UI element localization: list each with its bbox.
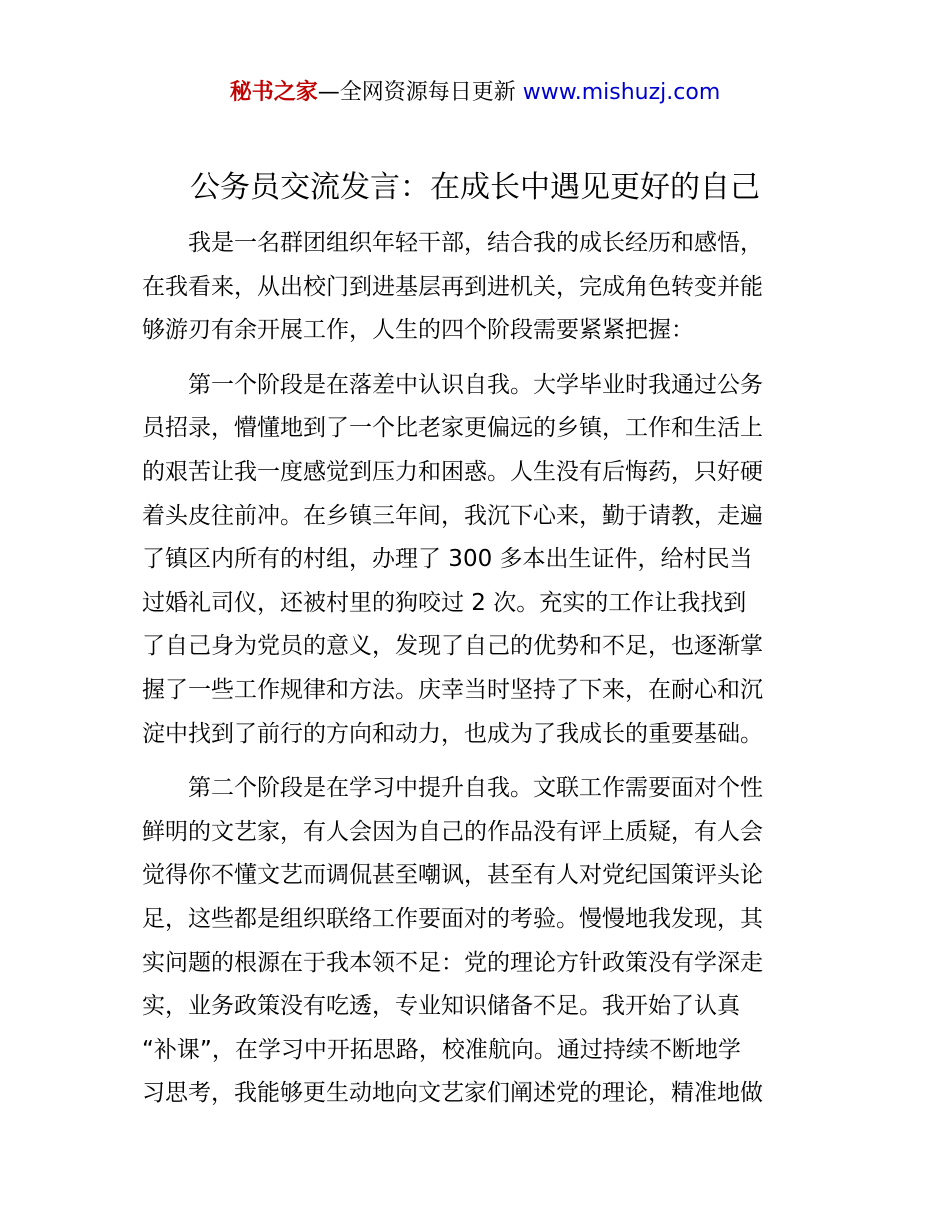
text-line: 了镇区内所有的村组，办理了 300 多本出生证件，给村民当 <box>142 546 753 573</box>
paragraph-stage-two <box>142 767 814 1116</box>
text-line: “补课”，在学习中开拓思路，校准航向。通过持续不断地学 <box>142 1036 741 1063</box>
document-body <box>142 222 814 1127</box>
site-brand: 秘书之家 <box>229 80 318 105</box>
text-line: 鲜明的文艺家，有人会因为自己的作品没有评上质疑，有人会 <box>142 818 763 845</box>
document-title: 公务员交流发言：在成长中遇见更好的自己 <box>190 170 760 205</box>
text-line: 第一个阶段是在落差中认识自我。大学毕业时我通过公务 <box>188 371 763 398</box>
site-tagline: —全网资源每日更新 <box>317 80 523 105</box>
text-line: 淀中找到了前行的方向和动力，也成为了我成长的重要基础。 <box>142 720 763 747</box>
paragraph-intro <box>142 222 814 353</box>
text-line: 了自己身为党员的意义，发现了自己的优势和不足，也逐渐掌 <box>142 633 763 660</box>
text-line: 在我看来，从出校门到进基层再到进机关，完成角色转变并能 <box>142 273 763 300</box>
text-line: 员招录，懵懂地到了一个比老家更偏远的乡镇，工作和生活上 <box>142 415 763 442</box>
text-line: 实，业务政策没有吃透，专业知识储备不足。我开始了认真 <box>142 993 740 1020</box>
text-line: 我是一名群团组织年轻干部，结合我的成长经历和感悟， <box>188 230 763 256</box>
text-line: 第二个阶段是在学习中提升自我。文联工作需要面对个性 <box>188 775 763 802</box>
text-line: 过婚礼司仪，还被村里的狗咬过 2 次。充实的工作让我找到 <box>142 589 747 616</box>
text-line: 够游刃有余开展工作，人生的四个阶段需要紧紧把握： <box>142 317 694 344</box>
text-line: 足，这些都是组织联络工作要面对的考验。慢慢地我发现，其 <box>142 905 763 932</box>
text-line: 的艰苦让我一度感觉到压力和困惑。人生没有后悔药，只好硬 <box>142 458 763 485</box>
text-line: 习思考，我能够更生动地向文艺家们阐述党的理论，精准地做 <box>142 1080 763 1107</box>
text-line: 实问题的根源在于我本领不足：党的理论方针政策没有学深走 <box>142 949 763 976</box>
paragraph-stage-one <box>142 364 814 756</box>
site-header <box>0 78 950 108</box>
site-url-link[interactable]: www.mishuzj.com <box>522 80 721 105</box>
text-line: 握了一些工作规律和方法。庆幸当时坚持了下来，在耐心和沉 <box>142 676 763 703</box>
text-line: 觉得你不懂文艺而调侃甚至嘲讽，甚至有人对党纪国策评头论 <box>142 862 763 889</box>
text-line: 着头皮往前冲。在乡镇三年间，我沉下心来，勤于请教，走遍 <box>142 502 763 529</box>
